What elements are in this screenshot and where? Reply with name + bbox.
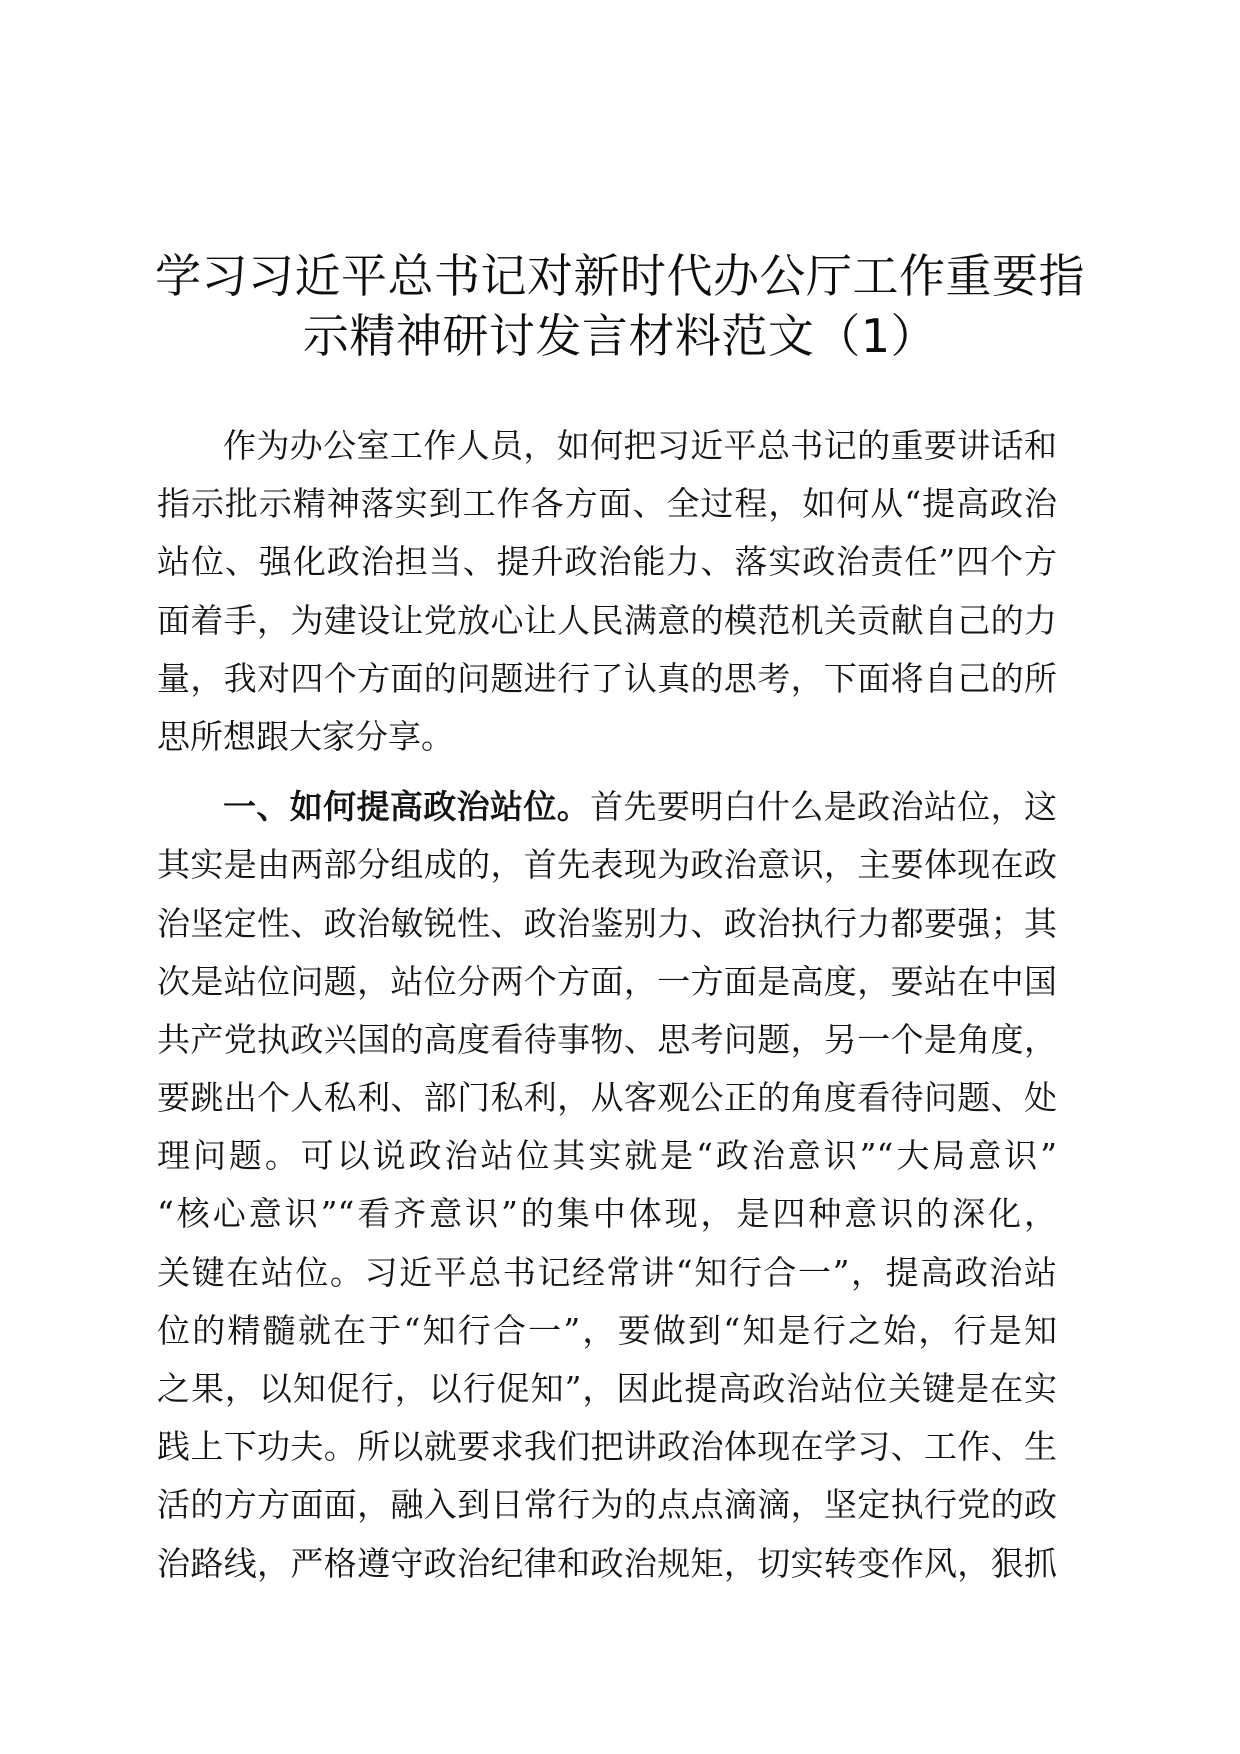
paragraph-line: 关键在站位。习近平总书记经常讲“知行合一”，提高政治站 [157, 1252, 1057, 1292]
paragraph-line: “核心意识”“看齐意识”的集中体现，是四种意识的深化， [157, 1194, 1057, 1234]
paragraph-line: 面着手，为建设让党放心让人民满意的模范机关贡献自己的力 [157, 600, 1057, 640]
paragraph-line: 思所想跟大家分享。 [157, 716, 454, 756]
paragraph-line: 量，我对四个方面的问题进行了认真的思考，下面将自己的所 [157, 658, 1057, 698]
paragraph-line: 理问题。可以说政治站位其实就是“政治意识”“大局意识” [157, 1136, 1057, 1176]
paragraph-line [157, 778, 1057, 836]
paragraph-line: 要跳出个人私利、部门私利，从客观公正的角度看待问题、处 [157, 1078, 1057, 1118]
paragraph-line: 治坚定性、政治敏锐性、政治鉴别力、政治执行力都要强；其 [157, 903, 1057, 943]
paragraph-line: 指示批示精神落实到工作各方面、全过程，如何从“提高政治 [157, 484, 1057, 524]
paragraph-line: 其实是由两部分组成的，首先表现为政治意识，主要体现在政 [157, 845, 1057, 885]
document-title [140, 246, 1100, 366]
paragraph-line: 治路线，严格遵守政治纪律和政治规矩，切实转变作风，狠抓 [157, 1543, 1057, 1583]
section-heading: 一、如何提高政治站位。 [223, 787, 591, 827]
document-body [157, 417, 1057, 1593]
paragraph-line: 位的精髓就在于“知行合一”，要做到“知是行之始，行是知 [157, 1310, 1057, 1350]
section-1 [157, 778, 1057, 1593]
section-heading-continuation: 首先要明白什么是政治站位，这 [590, 787, 1057, 827]
paragraph-intro [157, 417, 1057, 766]
paragraph-line: 活的方方面面，融入到日常行为的点点滴滴，坚定执行党的政 [157, 1485, 1057, 1525]
title-line: 示精神研讨发言材料范文（1） [302, 309, 938, 363]
paragraph-line: 次是站位问题，站位分两个方面，一方面是高度，要站在中国 [157, 961, 1057, 1001]
paragraph-line: 践上下功夫。所以就要求我们把讲政治体现在学习、工作、生 [157, 1427, 1057, 1467]
title-line: 学习习近平总书记对新时代办公厅工作重要指 [155, 249, 1085, 303]
paragraph-line: 作为办公室工作人员，如何把习近平总书记的重要讲话和 [223, 426, 1057, 465]
paragraph-line: 站位、强化政治担当、提升政治能力、落实政治责任”四个方 [157, 542, 1057, 582]
paragraph-line: 之果，以知促行，以行促知”，因此提高政治站位关键是在实 [157, 1369, 1057, 1408]
paragraph-line: 共产党执政兴国的高度看待事物、思考问题，另一个是角度， [157, 1019, 1057, 1059]
